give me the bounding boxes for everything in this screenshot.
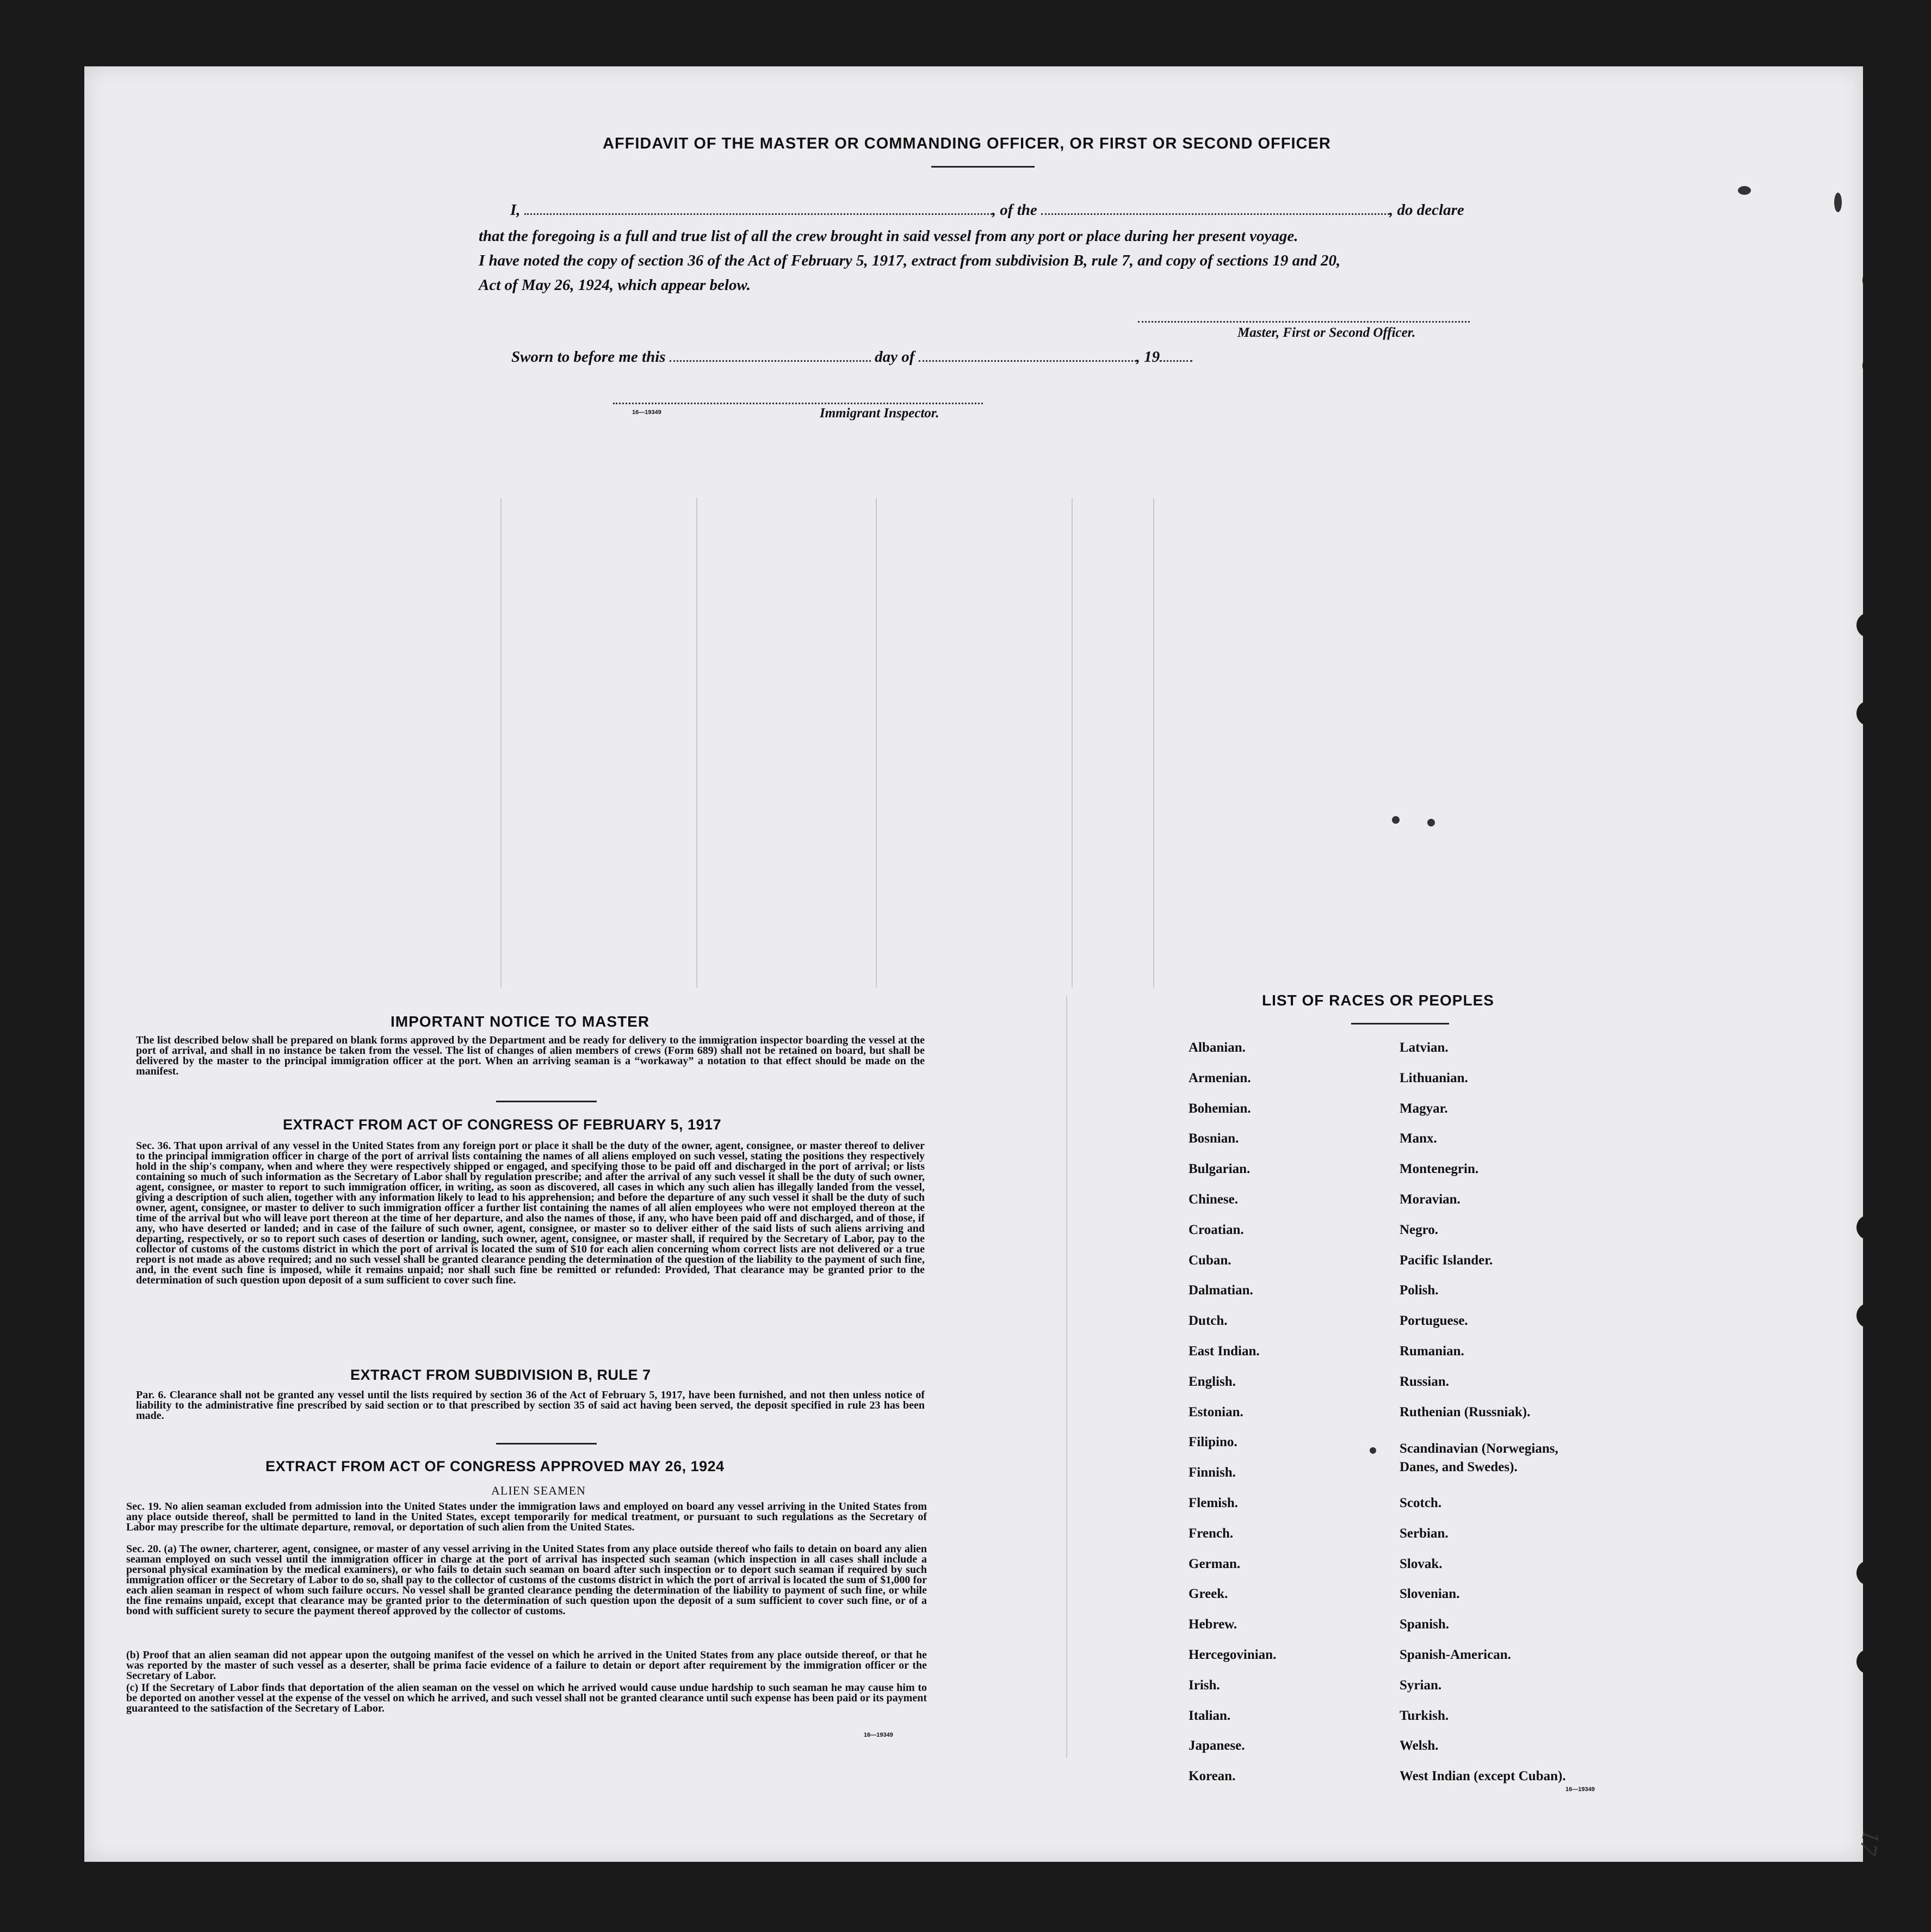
faint-column-line — [1153, 498, 1154, 987]
race-item: Cuban. — [1189, 1252, 1231, 1268]
punch-hole — [1862, 268, 1887, 293]
ink-speck — [1392, 816, 1400, 824]
punch-hole — [1856, 701, 1882, 726]
affidavit-text-line: I have noted the copy of section 36 of the Act of February 5, 1917, extract from subdivision B, rule 7, and copy of sections 19 and 20, — [479, 252, 1341, 269]
faint-column-line — [1072, 498, 1073, 987]
race-item: Negro. — [1400, 1222, 1439, 1237]
affidavit-text-line: Act of May 26, 1924, which appear below. — [479, 276, 751, 294]
race-item: Russian. — [1400, 1374, 1450, 1389]
race-item: Portuguese. — [1400, 1313, 1468, 1329]
race-item: Chinese. — [1189, 1192, 1238, 1207]
notice-text: The list described below shall be prepared on blank forms approved by the Department and be ready for delivery to the immigration inspector boarding the vessel at the port of arrival, and shall in no instance be taken from the vessel. The list of changes of alien members of crews (Form 689) shall not be retained on board, but shall be delivered by the master to the principal immigration officer at the port. When an arriving seaman is a “workaway” a notation to that effect should be made on the manifest. — [136, 1034, 925, 1077]
form-number: 16—19349 — [864, 1732, 893, 1738]
punch-hole — [1862, 353, 1887, 378]
race-item: Hercegovinian. — [1189, 1647, 1277, 1662]
races-title: LIST OF RACES OR PEOPLES — [1262, 992, 1494, 1009]
race-item: German. — [1189, 1556, 1241, 1571]
race-item: Albanian. — [1189, 1040, 1246, 1055]
punch-hole — [1856, 1215, 1882, 1240]
race-item: Dutch. — [1189, 1313, 1228, 1329]
race-item: Filipino. — [1189, 1435, 1237, 1450]
punch-hole — [1856, 1303, 1882, 1328]
race-item: Scotch. — [1400, 1496, 1442, 1510]
extract-1917-title: EXTRACT FROM ACT OF CONGRESS OF FEBRUARY 5, 1917 — [283, 1116, 722, 1133]
race-item: Polish. — [1400, 1283, 1439, 1298]
race-item: Armenian. — [1189, 1070, 1251, 1085]
race-item: Korean. — [1189, 1769, 1236, 1784]
form-number: 16—19349 — [1565, 1786, 1595, 1793]
race-item: Spanish-American. — [1400, 1647, 1511, 1662]
race-item: Montenegrin. — [1400, 1162, 1479, 1177]
race-item: Slovenian. — [1400, 1587, 1460, 1602]
race-item: Slovak. — [1400, 1556, 1443, 1571]
section-20a-text: Sec. 20. (a) The owner, charterer, agent, consignee, or master of any vessel arriving in the United States from any place outside thereof who fails to detain on board any alien seaman employed on such vessel until the immigration officer in charge at the port of arrival has inspected such seaman (which inspection in all cases shall include a personal physical examination by the medical examiners), or who fails to detain such seaman on board after such inspection or to deport such seaman if required by such immigration officer or the Secretary of Labor to do so, shall pay to the collector of customs of the customs district in which the port of arrival is located the sum of $1,000 for each alien seaman in respect of whom such failure occurs. No vessel shall be granted clearance pending the determination of the liability to payment of such fine, or while the fine remains unpaid, except that clearance may be granted prior to the determination of such question upon the deposit of a sum sufficient to cover such fine, or of a bond with sufficient surety to secure the payment thereof approved by the collector of customs. — [126, 1543, 927, 1617]
race-item: Turkish. — [1400, 1708, 1449, 1723]
punch-hole — [1856, 1560, 1882, 1585]
section-20b-text: (b) Proof that an alien seaman did not appear upon the outgoing manifest of the vessel on which he arrived in the United States from any place outside thereof, or that he was reported by the master of such vessel as a deserter, shall be prima facie evidence of a failure to detain or deport after requirement by the immigration officer or the Secretary of Labor. — [126, 1649, 927, 1682]
section-36-text: Sec. 36. That upon arrival of any vessel in the United States from any foreign port or place it shall be the duty of the owner, agent, consignee, or master thereof to deliver to the principal immigration officer in charge of the port of arrival lists containing the names of all aliens employed on such vessel, stating the positions they respectively hold in the ship's company, when and where they were respectively shipped or engaged, and specifying those to be paid off and discharged in the port of arrival; or lists containing so much of such information as the Secretary of Labor shall by regulation prescribe; and after the arrival of any such vessel it shall be the duty of such owner, agent, consignee, or master to report to such immigration officer, in writing, as soon as discovered, all cases in which any such alien has illegally landed from the vessel, giving a description of such alien, together with any information likely to lead to his apprehension; and before the departure of any such vessel it shall be the duty of such owner, agent, consignee, or master to deliver to such immigration officer a further list containing the names of all alien employees who were not employed thereon at the time of the arrival but who will leave port thereon at the time of her departure, and also the names of those, if any, who have been paid off and discharged, and of those, if any, who have deserted or landed; and in case of the failure of such owner, agent, consignee, or master so to deliver either of the said lists of such aliens arriving and departing, respectively, or so to report such cases of desertion or landing, such owner, agent, consignee, or master shall, if required by the Secretary of Labor, pay to the collector of customs of the customs district in which the port of arrival is located the sum of $10 for each alien concerning whom correct lists are not delivered or a true report is not made as above required; and no such vessel shall be granted clearance pending the determination of the question of the liability to the payment of such fine, and, in the event such fine is imposed, while it remains unpaid; nor shall such fine be remitted or refunded: Provided, That clearance may be granted prior to the determination of such question upon deposit of a sum sufficient to cover such fine. — [136, 1140, 925, 1286]
page-number: 17 — [1854, 1828, 1886, 1857]
ink-speck — [1738, 186, 1751, 195]
divider — [496, 1101, 597, 1102]
race-item: Bulgarian. — [1189, 1162, 1251, 1177]
sworn-month-blank[interactable] — [919, 348, 1136, 362]
faint-column-line — [696, 498, 697, 987]
name-blank[interactable] — [524, 201, 992, 215]
race-item: East Indian. — [1189, 1344, 1260, 1359]
race-item: Magyar. — [1400, 1101, 1448, 1116]
punch-hole — [1856, 1649, 1882, 1674]
race-item: Bosnian. — [1189, 1131, 1239, 1146]
section-19-text: Sec. 19. No alien seaman excluded from admission into the United States under the immigration laws and employed on board any vessel arriving in the United States from any place outside thereof, shall be permitted to land in the United States, except temporarily for medical treatment, or pursuant to such regulations as the Secretary of Labor may prescribe for the ultimate departure, removal, or deportation of such alien from the United States. — [126, 1501, 927, 1533]
alien-seamen-subtitle: ALIEN SEAMEN — [491, 1484, 586, 1497]
ink-speck — [1834, 193, 1842, 212]
race-item: Finnish. — [1189, 1465, 1236, 1480]
race-item-continuation: Danes, and Swedes). — [1400, 1460, 1518, 1474]
notice-title: IMPORTANT NOTICE TO MASTER — [391, 1013, 650, 1030]
sworn-day-blank[interactable] — [670, 348, 871, 362]
sworn-year-blank[interactable] — [1160, 348, 1192, 362]
divider — [1351, 1023, 1449, 1024]
race-item: Rumanian. — [1400, 1344, 1464, 1359]
signature-line[interactable] — [1138, 321, 1470, 323]
race-item: Bohemian. — [1189, 1101, 1251, 1116]
signature-label: Master, First or Second Officer. — [1237, 325, 1416, 340]
race-item: Manx. — [1400, 1131, 1437, 1146]
race-item: Latvian. — [1400, 1040, 1449, 1055]
form-number: 16—19349 — [632, 409, 661, 416]
race-item: Welsh. — [1400, 1738, 1439, 1754]
race-item: Irish. — [1189, 1677, 1220, 1693]
sworn-line: Sworn to before me this day of , 19 — [511, 348, 1192, 366]
race-item: Croatian. — [1189, 1222, 1244, 1237]
rule-7-text: Par. 6. Clearance shall not be granted any vessel until the lists required by section 36 of the Act of February 5, 1917, have been furnished, and not then unless notice of liability to the administrative fine prescribed by said section or to that prescribed by section 35 of said act having been served, the deposit specified in rule 23 has been made. — [136, 1389, 925, 1422]
extract-1924-title: EXTRACT FROM ACT OF CONGRESS APPROVED MAY 26, 1924 — [265, 1458, 725, 1474]
race-item: Japanese. — [1189, 1738, 1245, 1754]
race-item: Lithuanian. — [1400, 1070, 1468, 1085]
race-item: Scandinavian (Norwegians, — [1400, 1441, 1558, 1456]
race-item: West Indian (except Cuban). — [1400, 1769, 1566, 1784]
race-item: Dalmatian. — [1189, 1283, 1253, 1298]
affidavit-declare-line: I, , of the , do declare — [510, 201, 1464, 219]
section-20c-text: (c) If the Secretary of Labor finds that deportation of the alien seaman on the vessel on which he arrived would cause undue hardship to such seaman he may cause him to be deported on another vessel at the expense of the vessel on which he arrived, and such vessel shall not be granted clearance until such expense has been paid or its payment guaranteed to the satisfaction of the Secretary of Labor. — [126, 1682, 927, 1714]
divider — [496, 1443, 597, 1445]
faint-column-line — [1066, 996, 1067, 1757]
race-item: Flemish. — [1189, 1496, 1238, 1510]
race-item: Pacific Islander. — [1400, 1252, 1493, 1268]
race-item: Syrian. — [1400, 1677, 1442, 1693]
race-item: Ruthenian (Russniak). — [1400, 1404, 1531, 1419]
race-item: Hebrew. — [1189, 1617, 1237, 1632]
inspector-signature-line[interactable] — [613, 403, 983, 404]
race-item: Moravian. — [1400, 1192, 1460, 1207]
ink-speck — [1427, 819, 1435, 826]
faint-column-line — [500, 498, 502, 987]
race-item: French. — [1189, 1526, 1234, 1541]
race-item: English. — [1189, 1374, 1236, 1389]
ink-speck — [1370, 1447, 1376, 1454]
race-item: Italian. — [1189, 1708, 1231, 1723]
punch-hole — [1856, 613, 1882, 638]
vessel-blank[interactable] — [1041, 201, 1389, 215]
rule-7-title: EXTRACT FROM SUBDIVISION B, RULE 7 — [350, 1367, 651, 1383]
race-item: Estonian. — [1189, 1404, 1243, 1419]
divider — [931, 166, 1035, 168]
race-item: Greek. — [1189, 1587, 1228, 1602]
race-item: Serbian. — [1400, 1526, 1449, 1541]
race-item: Spanish. — [1400, 1617, 1450, 1632]
affidavit-title: AFFIDAVIT OF THE MASTER OR COMMANDING OFFICER, OR FIRST OR SECOND OFFICER — [603, 135, 1331, 152]
inspector-label: Immigrant Inspector. — [820, 406, 939, 421]
affidavit-text-line: that the foregoing is a full and true list of all the crew brought in said vessel from any port or place during her present voyage. — [479, 227, 1298, 245]
faint-column-line — [876, 498, 877, 987]
